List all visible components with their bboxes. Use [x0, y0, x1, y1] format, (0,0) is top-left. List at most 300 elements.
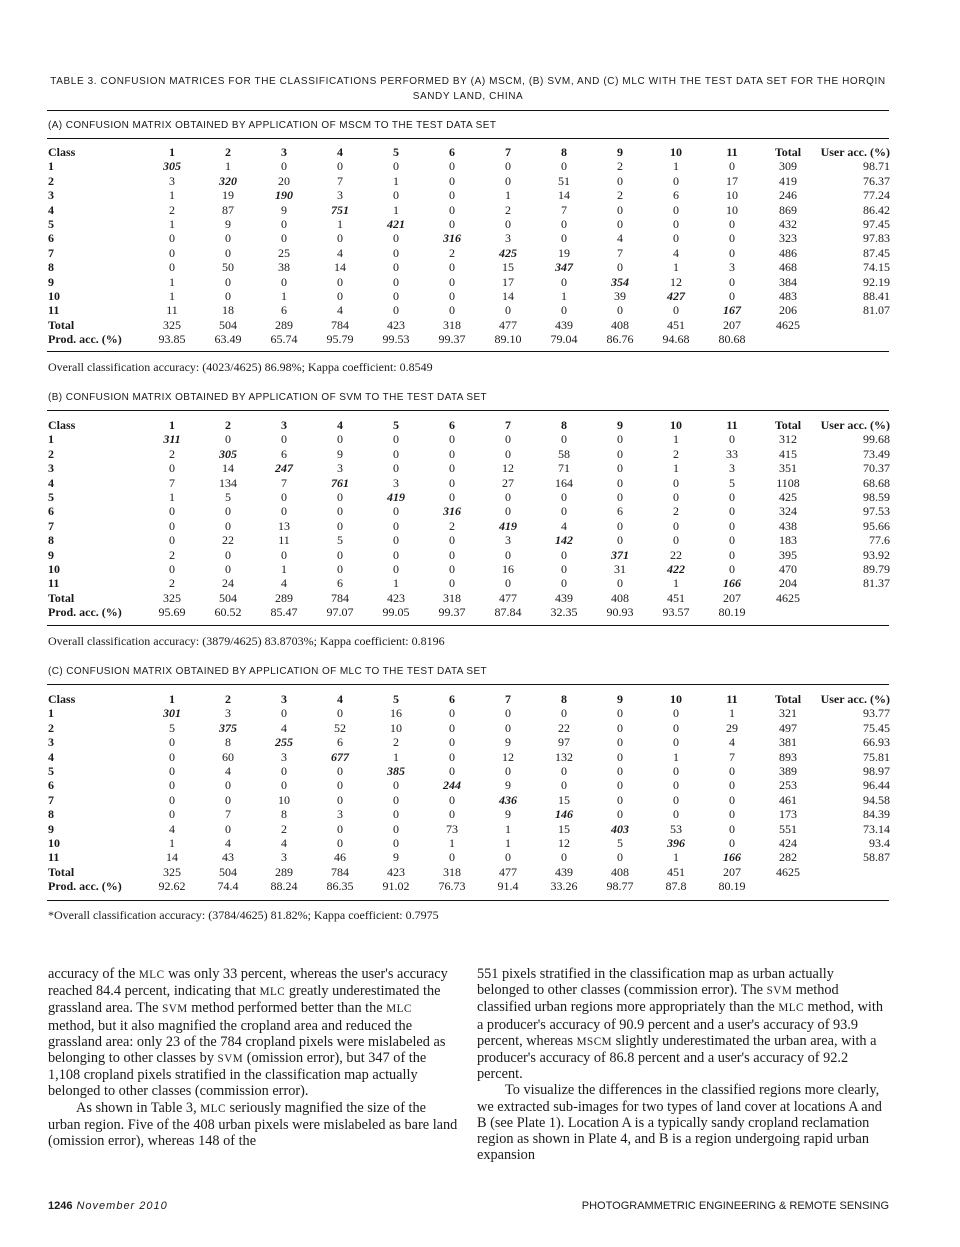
table-cell: 63.49: [214, 332, 242, 347]
column-header: 4: [337, 418, 343, 432]
table-cell: 99.37: [438, 605, 466, 620]
table-cell: 33.26: [550, 879, 578, 894]
table-cell: 0: [225, 518, 231, 533]
table-cell: 325: [163, 317, 181, 332]
table-cell: 12: [502, 749, 514, 764]
table-cell: 6: [617, 504, 623, 519]
table-c-bottom-rule: [47, 900, 889, 901]
table-cell: 0: [561, 303, 567, 318]
table-cell: 323: [779, 231, 797, 246]
table-cell: 9: [505, 778, 511, 793]
table-cell: 309: [779, 159, 797, 174]
row-label: 4: [48, 475, 54, 490]
table-cell: 0: [617, 217, 623, 232]
table-cell: 1: [673, 850, 679, 865]
table-b-title: (B) CONFUSION MATRIX OBTAINED BY APPLICATION OF SVM TO THE TEST DATA SET: [48, 392, 488, 403]
table-cell: 0: [505, 173, 511, 188]
table-cell: 384: [779, 274, 797, 289]
table-row: [48, 533, 890, 547]
table-cell: 98.59: [863, 490, 890, 505]
table-cell: 0: [449, 720, 455, 735]
table-cell: 0: [673, 173, 679, 188]
table-row: [48, 217, 890, 231]
table-cell: 0: [393, 562, 399, 577]
column-header: 3: [281, 145, 287, 159]
table-cell: 24: [222, 576, 234, 591]
table-cell: 38: [278, 260, 290, 275]
table-b-overall: Overall classification accuracy: (3879/4625) 83.8703%; Kappa coefficient: 0.8196: [48, 634, 445, 648]
table-cell: 206: [779, 303, 797, 318]
table-cell: 93.77: [863, 706, 890, 721]
table-cell: 2: [673, 446, 679, 461]
table-cell: 10: [726, 188, 738, 203]
table-cell: 3: [337, 807, 343, 822]
table-cell: 318: [443, 317, 461, 332]
column-header: 11: [726, 418, 738, 432]
table-cell: 0: [393, 159, 399, 174]
table-cell: 0: [617, 749, 623, 764]
table-cell: 9: [393, 850, 399, 865]
row-label: 6: [48, 778, 54, 793]
table-cell: 451: [667, 317, 685, 332]
table-row: [48, 289, 890, 303]
table-cell: 0: [505, 504, 511, 519]
table-cell: 0: [337, 289, 343, 304]
table-cell: 5: [729, 475, 735, 490]
table-cell: 89.10: [494, 332, 522, 347]
row-label: 5: [48, 217, 54, 232]
confusion-matrix-b: [48, 418, 890, 620]
table-cell: 0: [729, 217, 735, 232]
table-header-row: [48, 418, 890, 432]
table-b-bottom-rule: [47, 625, 889, 626]
table-cell: 0: [449, 562, 455, 577]
column-header: 11: [726, 145, 738, 159]
table-cell: 3: [729, 461, 735, 476]
table-cell: 39: [614, 289, 626, 304]
table-cell: 91.4: [497, 879, 519, 894]
table-cell: 60: [222, 749, 234, 764]
table-cell: 0: [281, 217, 287, 232]
table-cell: 97.53: [863, 504, 890, 519]
table-cell: 3: [729, 260, 735, 275]
table-cell: 207: [723, 317, 741, 332]
row-label: 11: [48, 303, 60, 318]
table-cell: 0: [393, 245, 399, 260]
page-number: 1246: [48, 1200, 73, 1212]
table-cell: 58: [558, 446, 570, 461]
body-paragraph: As shown in Table 3, MLC seriously magnified the size of the urban region. Five of the 408 urban pixels were mislabeled as bare land (omission error), whereas 148 of the: [48, 1099, 458, 1150]
table-cell: 22: [222, 533, 234, 548]
table-cell: 0: [729, 792, 735, 807]
table-cell: 0: [505, 720, 511, 735]
row-label: 7: [48, 245, 54, 260]
table-cell: 311: [163, 432, 181, 447]
table-cell: 0: [561, 850, 567, 865]
table-cell: 88.24: [270, 879, 298, 894]
table-cell: 0: [617, 576, 623, 591]
table-cell: 11: [278, 533, 290, 548]
table-cell: 438: [779, 518, 797, 533]
table-cell: 0: [169, 735, 175, 750]
table-cell: 15: [502, 260, 514, 275]
table-cell: 0: [729, 289, 735, 304]
row-label: 8: [48, 807, 54, 822]
column-header: User acc. (%): [820, 692, 890, 706]
table-cell: 408: [611, 317, 629, 332]
table-cell: 183: [779, 533, 797, 548]
table-cell: 1: [225, 159, 231, 174]
row-label: 2: [48, 720, 54, 735]
table-cell: 0: [561, 706, 567, 721]
table-cell: 4: [617, 231, 623, 246]
table-cell: 90.93: [606, 605, 634, 620]
table-cell: 419: [779, 173, 797, 188]
table-cell: 0: [673, 231, 679, 246]
table-cell: 0: [673, 475, 679, 490]
table-row: [48, 735, 890, 749]
table-cell: 43: [222, 850, 234, 865]
table-cell: 2: [449, 245, 455, 260]
table-cell: 0: [729, 533, 735, 548]
table-cell: [760, 332, 816, 346]
table-cell: 3: [169, 173, 175, 188]
table-cell: 0: [281, 547, 287, 562]
column-header: 2: [225, 418, 231, 432]
table-cell: 0: [617, 706, 623, 721]
table-row: [48, 231, 890, 245]
row-label: 10: [48, 836, 60, 851]
table-cell: 0: [673, 303, 679, 318]
table-cell: 7: [561, 202, 567, 217]
table-cell: 3: [393, 475, 399, 490]
table-cell: [816, 591, 890, 605]
table-row: [48, 750, 890, 764]
table-cell: 497: [779, 720, 797, 735]
row-label: 4: [48, 202, 54, 217]
table-cell: 0: [169, 245, 175, 260]
row-label: 8: [48, 533, 54, 548]
column-header: 7: [505, 145, 511, 159]
table-cell: 0: [169, 461, 175, 476]
table-cell: 17: [502, 274, 514, 289]
table-cell: 132: [555, 749, 573, 764]
table-cell: 2: [617, 188, 623, 203]
column-header: 10: [670, 418, 682, 432]
issue-date: November 2010: [76, 1200, 168, 1212]
column-header: 7: [505, 418, 511, 432]
table-cell: 0: [225, 547, 231, 562]
table-cell: 0: [673, 706, 679, 721]
table-a-bottom-rule: [47, 351, 889, 352]
table-row: [48, 865, 890, 879]
table-cell: 85.47: [270, 605, 298, 620]
table-row: [48, 721, 890, 735]
row-label: 3: [48, 188, 54, 203]
table-row: [48, 793, 890, 807]
confusion-matrix-a: [48, 145, 890, 347]
row-label: 2: [48, 446, 54, 461]
table-cell: 1: [505, 188, 511, 203]
table-cell: 16: [502, 562, 514, 577]
table-cell: 71: [558, 461, 570, 476]
table-cell: 0: [337, 504, 343, 519]
table-cell: 1: [393, 749, 399, 764]
table-cell: 371: [611, 547, 629, 562]
column-header: 6: [449, 418, 455, 432]
row-label: 11: [48, 850, 60, 865]
table-cell: 0: [449, 807, 455, 822]
table-cell: 0: [449, 159, 455, 174]
table-cell: 0: [169, 504, 175, 519]
table-cell: 1: [449, 836, 455, 851]
table-cell: 4625: [776, 317, 800, 332]
table-cell: 87.8: [665, 879, 687, 894]
table-cell: 0: [729, 547, 735, 562]
table-cell: 7: [729, 749, 735, 764]
table-cell: 0: [505, 706, 511, 721]
table-cell: 0: [729, 159, 735, 174]
column-header: 3: [281, 692, 287, 706]
table-cell: 375: [219, 720, 237, 735]
table-cell: 0: [169, 260, 175, 275]
table-cell: 0: [505, 446, 511, 461]
table-cell: 75.81: [863, 749, 890, 764]
table-cell: 86.76: [606, 332, 634, 347]
column-header: 1: [169, 692, 175, 706]
table-cell: 255: [275, 735, 293, 750]
table-cell: 0: [505, 576, 511, 591]
row-label: Prod. acc. (%): [48, 605, 122, 620]
table-cell: 17: [726, 173, 738, 188]
table-cell: [760, 879, 816, 893]
row-label: 10: [48, 562, 60, 577]
table-cell: 425: [499, 245, 517, 260]
table-cell: 146: [555, 807, 573, 822]
table-cell: 784: [331, 864, 349, 879]
table-cell: 0: [393, 533, 399, 548]
table-cell: 0: [449, 217, 455, 232]
table-cell: 424: [779, 836, 797, 851]
table-cell: 99.68: [863, 432, 890, 447]
table-cell: 347: [555, 260, 573, 275]
table-cell: [816, 332, 890, 346]
table-cell: 289: [275, 864, 293, 879]
table-cell: 423: [387, 864, 405, 879]
table-cell: 1: [505, 836, 511, 851]
table-cell: 0: [281, 764, 287, 779]
table-cell: 0: [169, 562, 175, 577]
table-cell: 0: [505, 764, 511, 779]
table-b-top-rule: [47, 410, 889, 411]
table-cell: 20: [278, 173, 290, 188]
table-cell: 0: [729, 274, 735, 289]
table-cell: 96.44: [863, 778, 890, 793]
column-header: 5: [393, 145, 399, 159]
row-label: 11: [48, 576, 60, 591]
table-cell: 1: [673, 461, 679, 476]
row-label: Total: [48, 864, 75, 879]
table-cell: 385: [387, 764, 405, 779]
table-cell: 98.77: [606, 879, 634, 894]
column-header: 2: [225, 145, 231, 159]
table-cell: 2: [393, 735, 399, 750]
table-cell: 207: [723, 864, 741, 879]
table-cell: 0: [393, 504, 399, 519]
table-cell: 91.02: [382, 879, 410, 894]
table-cell: 0: [393, 778, 399, 793]
table-cell: 486: [779, 245, 797, 260]
row-label: 2: [48, 173, 54, 188]
table-cell: 2: [169, 547, 175, 562]
column-header: Total: [774, 692, 802, 706]
table-cell: 81.37: [863, 576, 890, 591]
table-a-top-rule: [47, 138, 889, 139]
table-cell: 1: [169, 836, 175, 851]
table-cell: 1: [169, 289, 175, 304]
column-header: 8: [561, 145, 567, 159]
table-cell: 4: [337, 245, 343, 260]
table-cell: 751: [331, 202, 349, 217]
table-cell: 76.37: [863, 173, 890, 188]
table-cell: 58.87: [863, 850, 890, 865]
table-cell: 0: [673, 202, 679, 217]
table-cell: 0: [169, 749, 175, 764]
table-cell: 66.93: [863, 735, 890, 750]
table-cell: 19: [222, 188, 234, 203]
table-cell: 77.6: [869, 533, 890, 548]
row-label: 6: [48, 504, 54, 519]
table-cell: 0: [449, 533, 455, 548]
table-cell: 423: [387, 590, 405, 605]
table-cell: 0: [281, 159, 287, 174]
table-cell: 551: [779, 821, 797, 836]
table-cell: 0: [617, 518, 623, 533]
table-cell: 97: [558, 735, 570, 750]
table-cell: 7: [169, 475, 175, 490]
table-row: [48, 174, 890, 188]
table-cell: 0: [393, 518, 399, 533]
table-cell: 99.05: [382, 605, 410, 620]
table-cell: 477: [499, 317, 517, 332]
table-cell: 461: [779, 792, 797, 807]
table-cell: 3: [505, 231, 511, 246]
table-cell: 98.97: [863, 764, 890, 779]
table-cell: 0: [729, 231, 735, 246]
table-cell: 325: [163, 590, 181, 605]
table-row: [48, 504, 890, 518]
row-label: 3: [48, 461, 54, 476]
row-label: Total: [48, 590, 75, 605]
table-cell: 5: [169, 720, 175, 735]
body-right-column: [477, 966, 889, 1163]
table-cell: 31: [614, 562, 626, 577]
table-cell: 504: [219, 864, 237, 879]
table-cell: 422: [667, 562, 685, 577]
table-cell: 784: [331, 317, 349, 332]
table-cell: 1: [281, 562, 287, 577]
table-cell: 190: [275, 188, 293, 203]
table-cell: 3: [225, 706, 231, 721]
confusion-matrix-c: [48, 692, 890, 894]
table-cell: 51: [558, 173, 570, 188]
table-row: [48, 490, 890, 504]
table-cell: 2: [169, 202, 175, 217]
column-header: 10: [670, 692, 682, 706]
table-cell: 0: [729, 490, 735, 505]
table-cell: 52: [334, 720, 346, 735]
table-cell: 15: [558, 821, 570, 836]
table-cell: 29: [726, 720, 738, 735]
table-cell: 0: [225, 245, 231, 260]
table-cell: 8: [281, 807, 287, 822]
table-cell: 0: [449, 850, 455, 865]
table-cell: 0: [673, 490, 679, 505]
table-row: [48, 332, 890, 346]
table-cell: 9: [281, 202, 287, 217]
table-cell: 6: [673, 188, 679, 203]
table-cell: 1: [337, 217, 343, 232]
table-cell: 408: [611, 864, 629, 879]
table-cell: 0: [505, 303, 511, 318]
table-cell: 0: [449, 260, 455, 275]
table-cell: 0: [729, 245, 735, 260]
table-cell: 0: [673, 764, 679, 779]
table-cell: 95.66: [863, 518, 890, 533]
table-cell: 893: [779, 749, 797, 764]
row-label: 9: [48, 274, 54, 289]
table-cell: 0: [169, 518, 175, 533]
table-row: [48, 706, 890, 720]
table-cell: 869: [779, 202, 797, 217]
column-header: 5: [393, 418, 399, 432]
table-cell: 4: [281, 720, 287, 735]
table-cell: 415: [779, 446, 797, 461]
table-cell: 354: [611, 274, 629, 289]
table-row: [48, 807, 890, 821]
table-cell: 0: [393, 836, 399, 851]
row-label: 1: [48, 706, 54, 721]
table-cell: 1: [673, 749, 679, 764]
table-cell: 0: [449, 475, 455, 490]
table-cell: 98.71: [863, 159, 890, 174]
table-cell: 0: [617, 764, 623, 779]
table-cell: 0: [617, 202, 623, 217]
table-cell: 0: [449, 289, 455, 304]
table-cell: 0: [617, 303, 623, 318]
table-cell: 403: [611, 821, 629, 836]
column-header: 8: [561, 418, 567, 432]
column-header: 2: [225, 692, 231, 706]
row-label: 7: [48, 792, 54, 807]
row-label: 7: [48, 518, 54, 533]
table-row: [48, 764, 890, 778]
table-cell: 0: [561, 562, 567, 577]
table-cell: 0: [561, 576, 567, 591]
table-cell: [816, 879, 890, 893]
table-header-row: [48, 145, 890, 159]
table-a-overall: Overall classification accuracy: (4023/4625) 86.98%; Kappa coefficient: 0.8549: [48, 360, 433, 374]
table-cell: 0: [225, 504, 231, 519]
table-cell: 318: [443, 590, 461, 605]
table-cell: 10: [390, 720, 402, 735]
table-cell: 0: [617, 850, 623, 865]
table-cell: 0: [169, 231, 175, 246]
table-cell: 0: [729, 836, 735, 851]
table-cell: 289: [275, 317, 293, 332]
table-cell: 439: [555, 864, 573, 879]
table-cell: 0: [617, 446, 623, 461]
